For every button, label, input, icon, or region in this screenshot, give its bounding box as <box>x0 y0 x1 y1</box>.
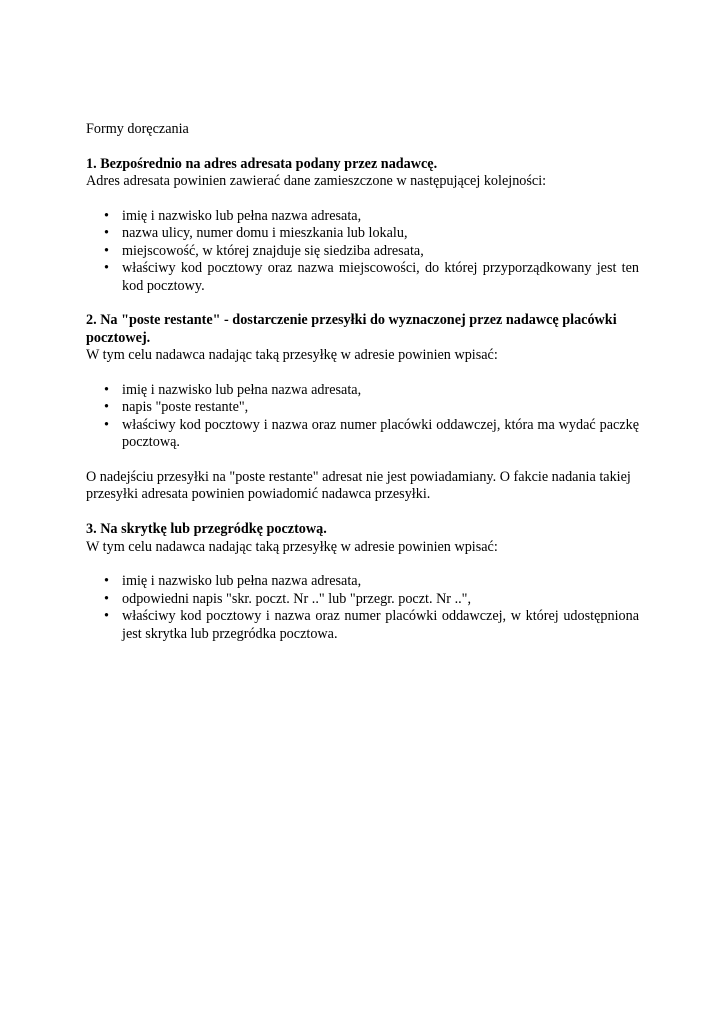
list-item-text: imię i nazwisko lub pełna nazwa adresata, <box>122 382 362 399</box>
bullet-icon: • <box>104 573 109 590</box>
list-item-text: właściwy kod pocztowy oraz nazwa miejscowości, do której przyporządkowany jest ten kod pocztowy. <box>122 260 639 294</box>
bullet-icon: • <box>104 242 109 259</box>
document-page <box>86 121 639 660</box>
section-2-note: O nadejściu przesyłki na "poste restante" adresat nie jest powiadamiany. O fakcie nadania takiej przesyłki adresata powinien powiadomić nadawca przesyłki. <box>86 469 631 503</box>
list-item <box>86 591 639 608</box>
bullet-icon: • <box>104 382 109 399</box>
list-item <box>86 417 639 452</box>
list-item <box>86 382 639 399</box>
bullet-icon: • <box>104 225 109 242</box>
section-heading: 3. Na skrytkę lub przegródkę pocztową. <box>86 521 327 538</box>
list-item <box>86 608 639 643</box>
bullet-icon: • <box>104 208 109 224</box>
list-item <box>86 208 639 225</box>
bullet-icon: • <box>104 608 109 625</box>
section-intro: W tym celu nadawca nadając taką przesyłkę w adresie powinien wpisać: <box>86 538 498 555</box>
list-item-text: miejscowość, w której znajduje się siedziba adresata, <box>122 242 424 259</box>
list-item <box>86 243 639 260</box>
bullet-icon: • <box>104 590 109 607</box>
list-item-text: imię i nazwisko lub pełna nazwa adresata, <box>122 573 362 590</box>
list-item-text: imię i nazwisko lub pełna nazwa adresata, <box>122 208 362 224</box>
list-item-text: napis "poste restante", <box>122 399 249 416</box>
section-intro: W tym celu nadawca nadając taką przesyłkę w adresie powinien wpisać: <box>86 347 498 364</box>
list-item <box>86 260 639 295</box>
document-title: Formy doręczania <box>86 121 189 137</box>
list-item <box>86 225 639 242</box>
bullet-list <box>86 208 639 295</box>
section-intro: Adres adresata powinien zawierać dane zamieszczone w następującej kolejności: <box>86 173 547 190</box>
section-1 <box>86 156 639 295</box>
bullet-icon: • <box>104 399 109 416</box>
list-item-text: nazwa ulicy, numer domu i mieszkania lub lokalu, <box>122 225 408 242</box>
section-heading: 1. Bezpośrednio na adres adresata podany przez nadawcę. <box>86 155 438 172</box>
bullet-list <box>86 573 639 643</box>
list-item-text: właściwy kod pocztowy i nazwa oraz numer placówki oddawczej, w której udostępniona jest skrytka lub przegródka pocztowa. <box>122 608 639 642</box>
section-2 <box>86 312 639 451</box>
section-heading: 2. Na "poste restante" - dostarczenie przesyłki do wyznaczonej przez nadawcę placówki pocztowej. <box>86 312 617 346</box>
bullet-icon: • <box>104 260 109 277</box>
section-3 <box>86 521 639 643</box>
bullet-list <box>86 382 639 452</box>
bullet-icon: • <box>104 416 109 433</box>
list-item <box>86 573 639 590</box>
list-item-text: właściwy kod pocztowy i nazwa oraz numer placówki oddawczej, która ma wydać paczkę pocztową. <box>122 416 639 451</box>
list-item <box>86 399 639 416</box>
list-item-text: odpowiedni napis "skr. poczt. Nr .." lub "przegr. poczt. Nr ..", <box>122 590 472 607</box>
